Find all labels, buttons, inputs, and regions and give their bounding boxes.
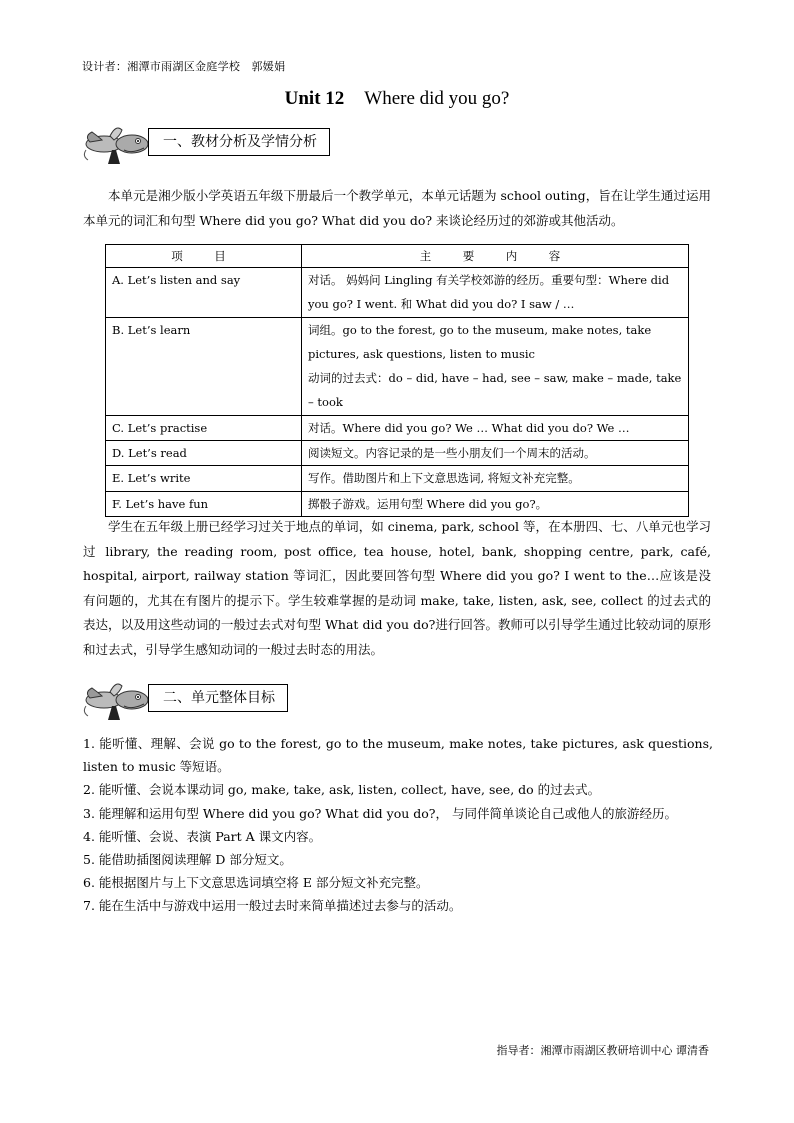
table-header: 主 要 内 容 xyxy=(302,245,689,268)
table-cell-content: 对话。Where did you go? We … What did you do? We … xyxy=(302,415,689,440)
list-item: 6. 能根据图片与上下文意思选词填空将 E 部分短文补充完整。 xyxy=(83,875,429,891)
list-item: 3. 能理解和运用句型 Where did you go? What did you do?， 与同伴简单谈论自己或他人的旅游经历。 xyxy=(83,805,677,821)
content-table xyxy=(105,244,689,517)
table-cell-line: 词组。go to the forest, go to the museum, make notes, take pictures, ask questions, listen to music xyxy=(308,322,652,361)
section-heading-1 xyxy=(80,120,370,160)
table-cell-item: C. Let’s practise xyxy=(106,415,302,440)
cartoon-mascot-icon xyxy=(80,120,150,166)
table-header: 项 目 xyxy=(106,245,302,268)
table-header-row xyxy=(106,245,689,268)
unit-title: Where did you go? xyxy=(364,88,510,109)
table-cell-content: 掷骰子游戏。运用句型 Where did you go?。 xyxy=(302,491,689,516)
table-cell-item: B. Let’s learn xyxy=(106,317,302,415)
table-cell-item: F. Let’s have fun xyxy=(106,491,302,516)
unit-number: Unit 12 xyxy=(284,88,345,109)
table-row xyxy=(106,466,689,491)
table-cell-content: 写作。借助图片和上下文意思选词, 将短文补充完整。 xyxy=(302,466,689,491)
guide-credit: 指导者：湘潭市雨湖区教研培训中心 谭清香 xyxy=(496,1044,709,1057)
list-item: 2. 能听懂、会说本课动词 go, make, take, ask, listen, collect, have, see, do 的过去式。 xyxy=(83,782,601,798)
goals-list xyxy=(83,732,713,918)
table-cell-item: D. Let’s read xyxy=(106,441,302,466)
list-item: 4. 能听懂、会说、表演 Part A 课文内容。 xyxy=(83,828,322,844)
table-row xyxy=(106,415,689,440)
section-heading-2 xyxy=(80,676,370,716)
designer-credit: 设计者：湘潭市雨湖区金庭学校 郭媛娟 xyxy=(82,60,286,73)
table-cell-item: E. Let’s write xyxy=(106,466,302,491)
table-cell-line: 动词的过去式：do – did, have – had, see – saw, make – made, take – took xyxy=(308,371,682,410)
analysis-paragraph: 学生在五年级上册已经学习过关于地点的单词，如 cinema, park, school 等，在本册四、七、八单元也学习过 library, the reading room, post office, tea house, hotel, bank, shopping centre, park, café, hospital, airport, railway station 等词汇，因此要回答句型 Where did you go? I went to the…应该是没有问题的，尤其在有图片的提示下。学生较难掌握的是动词 make, take, listen, ask, see, collect 的过去式的表达，以及用这些动词的一般过去式对句型 What did you do?进行回答。教师可以引导学生通过比较动词的原形和过去式，引导学生感知动词的一般过去时态的用法。 xyxy=(83,519,711,657)
table-cell-content xyxy=(302,317,689,415)
list-item: 5. 能借助插图阅读理解 D 部分短文。 xyxy=(83,852,292,868)
intro-paragraph: 本单元是湘少版小学英语五年级下册最后一个教学单元，本单元话题为 school outing，旨在让学生通过运用本单元的词汇和句型 Where did you go? What did you do? 来谈论经历过的郊游或其他活动。 xyxy=(83,188,711,228)
table-row xyxy=(106,441,689,466)
list-item: 7. 能在生活中与游戏中运用一般过去时来简单描述过去参与的活动。 xyxy=(83,898,462,914)
section-title: 二、单元整体目标 xyxy=(148,684,288,712)
table-row xyxy=(106,317,689,415)
table-row xyxy=(106,491,689,516)
table-cell-content: 阅读短文。内容记录的是一些小朋友们一个周末的活动。 xyxy=(302,441,689,466)
cartoon-mascot-icon xyxy=(80,676,150,722)
list-item: 1. 能听懂、理解、会说 go to the forest, go to the museum, make notes, take pictures, ask questions, listen to music 等短语。 xyxy=(83,736,713,775)
table-row xyxy=(106,268,689,318)
table-cell-content: 对话。 妈妈问 Lingling 有关学校郊游的经历。重要句型：Where did you go? I went. 和 What did you do? I saw / … xyxy=(302,268,689,318)
page-title xyxy=(0,88,794,110)
section-title: 一、教材分析及学情分析 xyxy=(148,128,330,156)
table-cell-item: A. Let’s listen and say xyxy=(106,268,302,318)
